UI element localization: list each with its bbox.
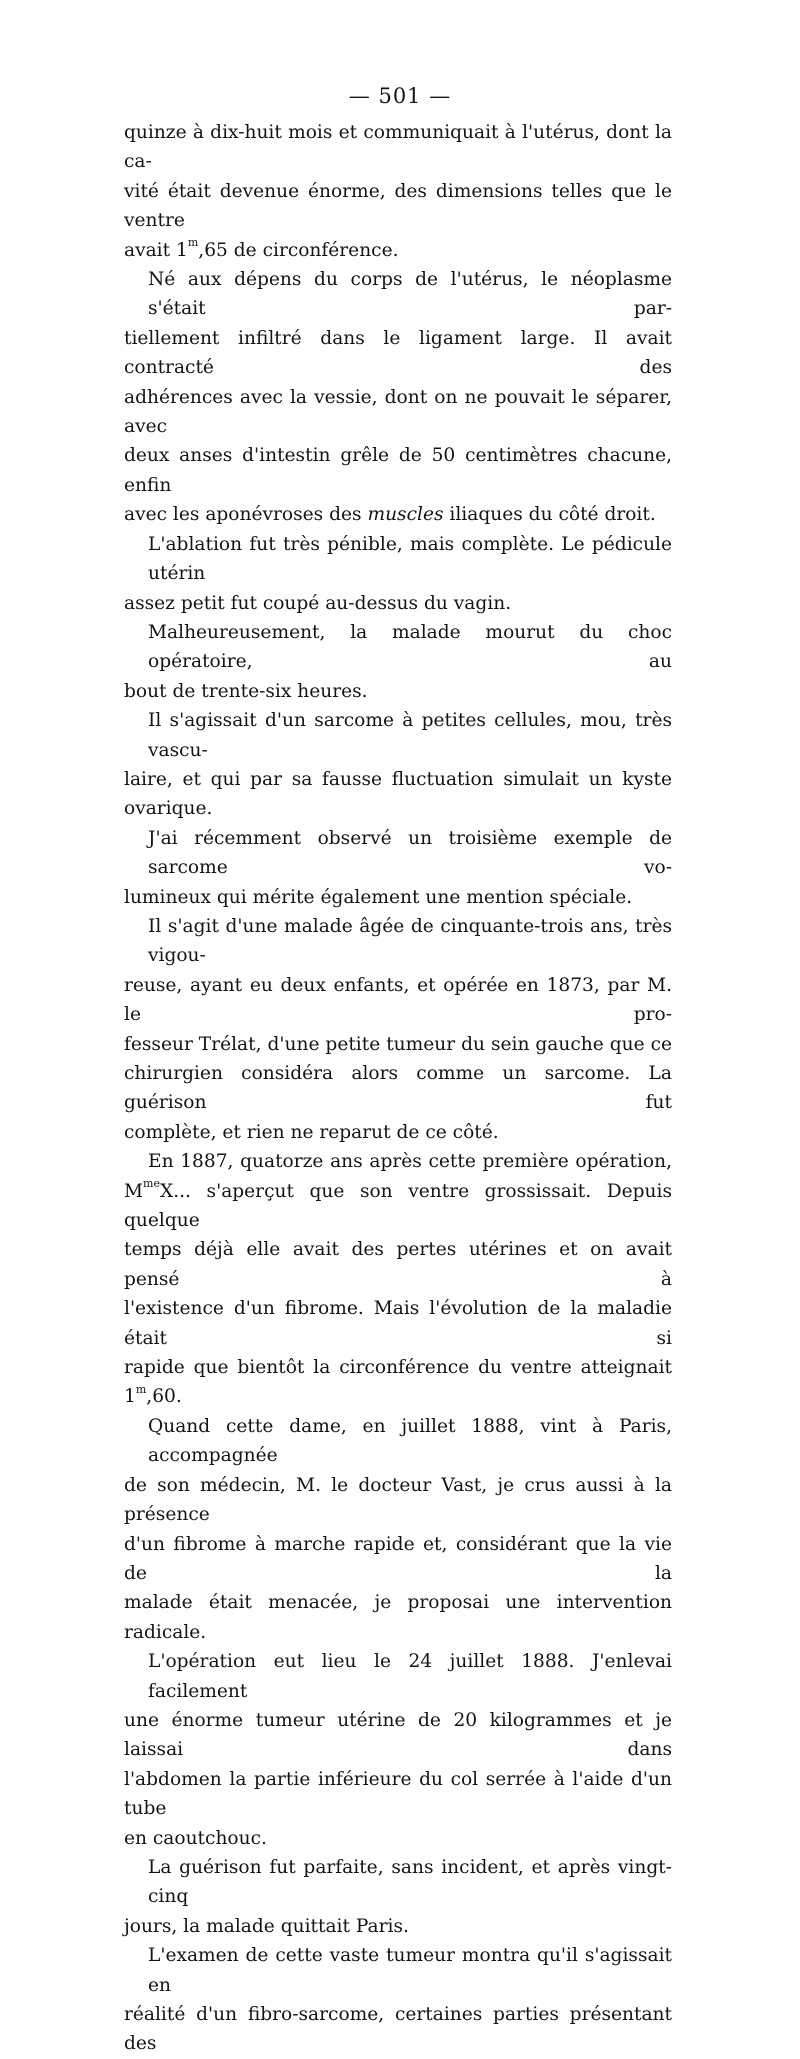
text-line: quinze à dix-huit mois et communiquait à l'utérus, dont la ca-	[124, 122, 672, 173]
text-line: en caoutchouc.	[124, 1827, 267, 1849]
text-line: l'existence d'un fibrome. Mais l'évolution de la maladie était si	[124, 1298, 672, 1349]
text-line: La guérison fut parfaite, sans incident, et après vingt-cinq	[148, 1856, 672, 1908]
text-line: vité était devenue énorme, des dimensions telles que le ventre	[124, 180, 672, 232]
text-line: complète, et rien ne reparut de ce côté.	[124, 1121, 499, 1143]
text-line: avec les aponévroses des muscles iliaques du côté droit.	[124, 504, 656, 526]
text-line: avait 1$^m$,65 de circonférence.	[124, 236, 399, 261]
text-line: reuse, ayant eu deux enfants, et opérée en 1873, par M. le pro-	[124, 974, 672, 1026]
text-line: malade était menacée, je proposai une intervention radicale.	[124, 1592, 672, 1643]
text-line: bout de trente-six heures.	[124, 680, 368, 702]
text-line: jours, la malade quittait Paris.	[124, 1915, 409, 1937]
text-line: rapide que bientôt la circonférence du ventre atteignait 1$^m$,60.	[124, 1357, 672, 1408]
text-line: laire, et qui par sa fausse fluctuation simulait un kyste ovarique.	[124, 768, 672, 820]
text-line: d'un fibrome à marche rapide et, considérant que la vie de la	[124, 1533, 672, 1584]
text-line: Il s'agit d'une malade âgée de cinquante-trois ans, très vigou-	[148, 915, 672, 967]
text-line: $M^{me}X$... s'aperçut que son ventre grossissait. Depuis quelque	[124, 1177, 672, 1232]
text-line: deux anses d'intestin grêle de 50 centimètres chacune, enfin	[124, 445, 672, 496]
text-line: l'abdomen la partie inférieure du col serrée à l'aide d'un tube	[124, 1768, 672, 1820]
body-text	[124, 118, 672, 2059]
text-line: temps déjà elle avait des pertes utérines et on avait pensé à	[124, 1239, 672, 1290]
text-line: Malheureusement, la malade mourut du choc opératoire, au	[148, 621, 672, 673]
text-line: Né aux dépens du corps de l'utérus, le néoplasme s'était par-	[148, 269, 672, 320]
text-line: tiellement infiltré dans le ligament large. Il avait contracté des	[124, 327, 672, 379]
text-line: Il s'agissait d'un sarcome à petites cellules, mou, très vascu-	[148, 710, 672, 761]
text-line: une énorme tumeur utérine de 20 kilogrammes et je laissai dans	[124, 1709, 672, 1761]
text-line: En 1887, quatorze ans après cette première opération,	[148, 1151, 672, 1173]
text-line: lumineux qui mérite également une mention spéciale.	[124, 886, 633, 908]
text-line: chirurgien considéra alors comme un sarcome. La guérison fut	[124, 1063, 672, 1114]
text-line: L'examen de cette vaste tumeur montra qu'il s'agissait en	[148, 1945, 672, 1996]
text-line: réalité d'un fibro-sarcome, certaines parties présentant des	[124, 2004, 672, 2055]
text-line: J'ai récemment observé un troisième exemple de sarcome vo-	[148, 827, 672, 879]
page-number: — 501 —	[348, 84, 452, 108]
text-line: assez petit fut coupé au-dessus du vagin.	[124, 592, 512, 614]
text-line: adhérences avec la vessie, dont on ne pouvait le séparer, avec	[124, 386, 672, 438]
text-line: fesseur Trélat, d'une petite tumeur du sein gauche que ce	[124, 1033, 672, 1055]
text-line: L'ablation fut très pénible, mais complète. Le pédicule utérin	[148, 533, 672, 585]
text-line: L'opération eut lieu le 24 juillet 1888. J'enlevai facilement	[148, 1651, 672, 1702]
text-line: Quand cette dame, en juillet 1888, vint à Paris, accompagnée	[148, 1415, 672, 1467]
text-line: de son médecin, M. le docteur Vast, je crus aussi à la présence	[124, 1474, 672, 1526]
text-lines	[124, 118, 672, 2059]
